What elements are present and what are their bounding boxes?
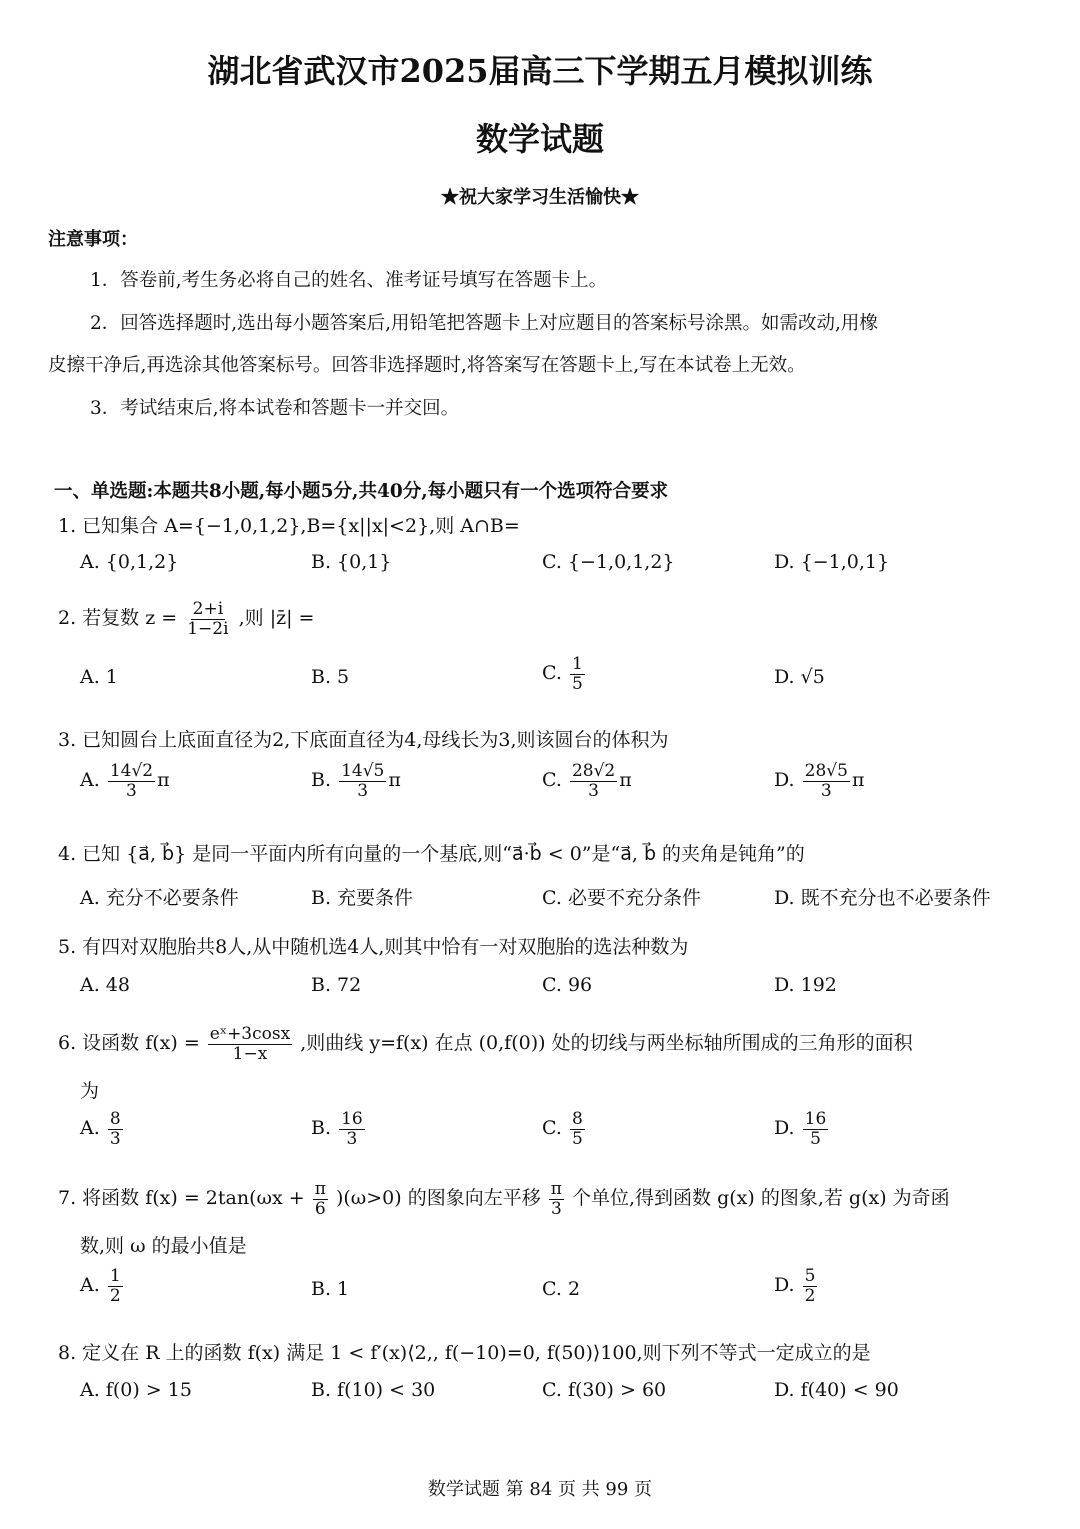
question-7-option-d	[774, 1267, 819, 1305]
question-7-fraction-1-numerator: π	[314, 1179, 326, 1199]
pi-symbol: π	[157, 769, 170, 792]
question-6-option-d	[774, 1110, 830, 1148]
question-4-option-d: D. 既不充分也不必要条件	[774, 887, 991, 909]
pi-symbol: π	[388, 769, 401, 792]
question-6-option-a	[80, 1110, 125, 1148]
question-6-option-b-numerator: 16	[341, 1109, 363, 1129]
question-7-option-d-denominator: 2	[804, 1285, 816, 1306]
question-3-option-b-denominator: 3	[357, 780, 369, 801]
question-6-option-d-denominator: 5	[810, 1128, 821, 1149]
question-8-option-c: C. f(30) > 60	[542, 1379, 667, 1401]
page-footer: 数学试题 第 84 页 共 99 页	[427, 1479, 653, 1500]
question-1-stem: 1. 已知集合 A={−1,0,1,2},B={x||x|<2},则 A∩B=	[58, 515, 520, 537]
question-3-option-b	[311, 762, 401, 800]
question-7-option-d-numerator: 5	[804, 1266, 816, 1286]
question-2-fraction	[185, 600, 230, 638]
question-6-option-d-label: D.	[774, 1117, 795, 1140]
question-3-option-b-numerator: 14√5	[341, 761, 385, 781]
question-7-option-d-label: D.	[774, 1274, 795, 1297]
question-6-option-b	[311, 1110, 367, 1148]
question-3-option-d-label: D.	[774, 769, 795, 792]
question-6-suffix: ,则曲线 y=f(x) 在点 (0,f(0)) 处的切线与两坐标轴所围成的三角形的面积	[300, 1032, 913, 1055]
question-7-fraction-2	[549, 1180, 564, 1218]
question-2-option-c	[542, 655, 587, 693]
question-5-option-d: D. 192	[774, 974, 837, 996]
question-2-option-c-denominator: 5	[571, 673, 583, 694]
question-3-option-c-numerator: 28√2	[571, 761, 616, 781]
question-6-option-d-numerator: 16	[804, 1109, 827, 1129]
question-3-option-a-label: A.	[80, 769, 100, 792]
question-7-option-a-label: A.	[80, 1274, 100, 1297]
question-7-option-a-numerator: 1	[109, 1266, 121, 1286]
question-2-option-b: B. 5	[311, 666, 350, 688]
question-7-option-c: C. 2	[542, 1278, 581, 1300]
question-7-fraction-2-numerator: π	[550, 1179, 562, 1199]
question-4-option-b: B. 充要条件	[311, 887, 414, 909]
question-3-option-c-denominator: 3	[588, 780, 599, 801]
question-3-option-a-denominator: 3	[126, 780, 137, 801]
question-2-denominator: 1−2i	[187, 618, 229, 639]
question-1-option-a: A. {0,1,2}	[80, 551, 179, 573]
question-6-option-b-fraction	[339, 1110, 365, 1148]
motto: ★祝大家学习生活愉快★	[441, 187, 639, 208]
question-5-option-a: A. 48	[80, 974, 130, 996]
question-2-option-c-fraction	[570, 655, 585, 693]
question-1-option-b: B. {0,1}	[311, 551, 392, 573]
question-3-option-c	[542, 762, 632, 800]
question-2-stem	[58, 600, 314, 638]
question-3-option-b-fraction	[339, 762, 386, 800]
question-2-option-c-numerator: 1	[571, 654, 583, 674]
question-8-option-b: B. f(10) < 30	[311, 1379, 436, 1401]
question-7-option-a-fraction	[108, 1267, 123, 1305]
pi-symbol: π	[619, 769, 632, 792]
question-7-option-b: B. 1	[311, 1278, 350, 1300]
notice-item-3: 3．考试结束后,将本试卷和答题卡一并交回。	[90, 398, 460, 419]
question-7-part-1: 7. 将函数 f(x) = 2tan(ωx +	[58, 1187, 305, 1210]
exam-subtitle: 数学试题	[475, 120, 604, 158]
question-5-option-b: B. 72	[311, 974, 362, 996]
question-6-option-c	[542, 1110, 587, 1148]
question-6-option-c-numerator: 8	[571, 1109, 583, 1129]
question-3-stem: 3. 已知圆台上底面直径为2,下底面直径为4,母线长为3,则该圆台的体积为	[58, 729, 669, 751]
question-2-suffix: ,则 |z̄| =	[238, 607, 315, 630]
question-2-option-d: D. √5	[774, 666, 825, 688]
question-6-option-b-label: B.	[311, 1117, 332, 1140]
question-3-option-c-label: C.	[542, 769, 562, 792]
question-8-option-d: D. f(40) < 90	[774, 1379, 899, 1401]
question-3-option-d-numerator: 28√5	[804, 761, 848, 781]
question-3-option-d-denominator: 3	[820, 780, 832, 801]
question-7-fraction-1-denominator: 6	[314, 1198, 326, 1219]
question-5-option-c: C. 96	[542, 974, 593, 996]
exam-title: 湖北省武汉市2025届高三下学期五月模拟训练	[207, 52, 873, 90]
notice-heading: 注意事项：	[48, 229, 138, 250]
question-7-part-3: 个单位,得到函数 g(x) 的图象,若 g(x) 为奇函	[572, 1187, 950, 1210]
question-6-prefix: 6. 设函数 f(x) =	[58, 1032, 200, 1055]
question-6-option-b-denominator: 3	[346, 1128, 358, 1149]
question-7-fraction-1	[313, 1180, 328, 1218]
question-6-denominator: 1−x	[232, 1043, 268, 1064]
question-4-stem: 4. 已知 {a⃗, b⃗} 是同一平面内所有向量的一个基底,则“a⃗·b⃗ < 0”是“a⃗, b⃗ 的夹角是钝角”的	[58, 843, 805, 865]
question-4-option-a: A. 充分不必要条件	[80, 887, 239, 909]
question-6-option-c-label: C.	[542, 1117, 562, 1140]
question-4-option-c: C. 必要不充分条件	[542, 887, 701, 909]
question-7-stem-line-2: 数,则 ω 的最小值是	[80, 1235, 247, 1257]
notice-item-2-line-1: 2．回答选择题时,选出每小题答案后,用铅笔把答题卡上对应题目的答案标号涂黑。如需改动,用橡	[90, 313, 878, 334]
section-heading: 一、单选题:本题共8小题,每小题5分,共40分,每小题只有一个选项符合要求	[54, 481, 669, 502]
question-3-option-d	[774, 762, 864, 800]
question-6-option-d-fraction	[803, 1110, 829, 1148]
question-2-prefix: 2. 若复数 z =	[58, 607, 178, 630]
question-3-option-a-numerator: 14√2	[109, 761, 154, 781]
question-6-option-c-fraction	[570, 1110, 585, 1148]
question-3-option-c-fraction	[570, 762, 617, 800]
question-6-numerator: eˣ+3cosx	[209, 1024, 291, 1044]
question-3-option-a-fraction	[108, 762, 155, 800]
question-6-stem-line-2: 为	[80, 1080, 100, 1102]
question-5-stem: 5. 有四对双胞胎共8人,从中随机选4人,则其中恰有一对双胞胎的选法种数为	[58, 936, 689, 958]
question-8-stem: 8. 定义在 R 上的函数 f(x) 满足 1 < f′(x)⟨2,, f(−10)=0, f(50)⟩100,则下列不等式一定成立的是	[58, 1342, 871, 1364]
question-6-option-a-label: A.	[80, 1117, 100, 1140]
question-6-option-a-fraction	[108, 1110, 123, 1148]
question-1-option-d: D. {−1,0,1}	[774, 551, 890, 573]
question-7-option-a-denominator: 2	[109, 1285, 121, 1306]
question-2-option-a: A. 1	[80, 666, 118, 688]
pi-symbol: π	[851, 769, 865, 792]
question-6-fraction	[208, 1025, 292, 1063]
question-2-option-c-label: C.	[542, 662, 562, 685]
question-7-part-2: )(ω>0) 的图象向左平移	[335, 1187, 541, 1210]
question-8-option-a: A. f(0) > 15	[80, 1379, 192, 1401]
question-3-option-a	[80, 762, 170, 800]
notice-item-2-line-2: 皮擦干净后,再选涂其他答案标号。回答非选择题时,将答案写在答题卡上,写在本试卷上无效。	[48, 355, 806, 376]
question-3-option-d-fraction	[803, 762, 850, 800]
question-7-fraction-2-denominator: 3	[550, 1198, 562, 1219]
question-7-stem	[58, 1180, 950, 1218]
question-2-numerator: 2+i	[192, 599, 224, 619]
notice-item-1: 1．答卷前,考生务必将自己的姓名、准考证号填写在答题卡上。	[90, 270, 608, 291]
question-7-option-a	[80, 1267, 125, 1305]
question-3-option-b-label: B.	[311, 769, 332, 792]
question-1-option-c: C. {−1,0,1,2}	[542, 551, 675, 573]
question-7-option-d-fraction	[803, 1267, 818, 1305]
question-6-stem	[58, 1025, 913, 1063]
question-6-option-a-denominator: 3	[109, 1128, 121, 1149]
question-6-option-a-numerator: 8	[109, 1109, 121, 1129]
question-6-option-c-denominator: 5	[571, 1128, 583, 1149]
